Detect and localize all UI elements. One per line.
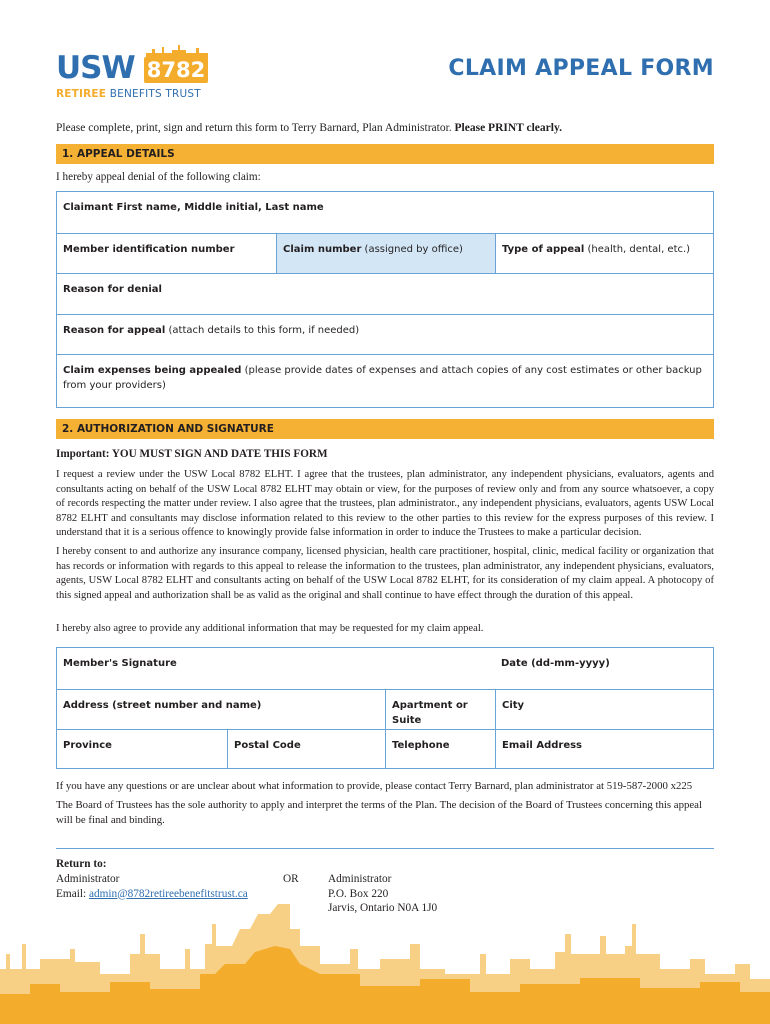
reason-for-denial-field[interactable]: Reason for denial [63, 284, 162, 295]
usw-logo [56, 44, 216, 104]
date-field[interactable]: Date (dd-mm-yyyy) [501, 658, 610, 669]
authorization-paragraph-3: I hereby also agree to provide any additional information that may be requested for my claim appeal. [56, 623, 484, 634]
member-id-field[interactable]: Member identification number [63, 244, 235, 255]
authorization-paragraph-2: I hereby consent to and authorize any insurance company, licensed physician, health care practitioner, hospital, clinic, medical facility or organization that has records or information with regards to this appeal to release the information to the trustees, plan administrator, any independent physicians, evaluators, agents, USW Local 8782 ELHT and consultants acting on behalf of the USW Local 8782 ELHT, for its consideration of my claim appeal. A photocopy of this signed appeal and authorization shall be as valid as the original and shall continue to have effect through the duration of this appeal. [56, 546, 714, 601]
members-signature-field[interactable]: Member's Signature [63, 658, 177, 669]
claim-number-field[interactable]: Claim number (assigned by office) [276, 234, 495, 273]
admin-email-link[interactable]: admin@8782retireebenefitstrust.ca [88, 887, 248, 900]
claim-expenses-field[interactable]: Claim expenses being appealed (please provide dates of expenses and attach copies of any cost estimates or other backup from your providers) [63, 365, 702, 391]
logo-usw-text: USW [56, 50, 135, 86]
row-reason-appeal [57, 314, 713, 354]
return-right-line3: Jarvis, Ontario N0A 1J0 [328, 902, 438, 914]
board-authority-text: The Board of Trustees has the sole authority to apply and interpret the terms of the Plan. The decision of the Board of Trustees concerning this appeal will be final and binding. [56, 799, 702, 826]
type-of-appeal-field[interactable]: Type of appeal (health, dental, etc.) [495, 234, 713, 273]
important-notice: Important: YOU MUST SIGN AND DATE THIS FORM [56, 448, 328, 460]
appeal-lead-text: I hereby appeal denial of the following claim: [56, 171, 261, 183]
section-authorization-header: 2. AUTHORIZATION AND SIGNATURE [56, 419, 714, 439]
email-address-field[interactable]: Email Address [495, 730, 713, 768]
postal-code-field[interactable]: Postal Code [227, 730, 385, 768]
logo-skyline-graphic [146, 44, 208, 58]
claimant-name-field[interactable]: Claimant First name, Middle initial, Last name [63, 202, 324, 213]
city-field[interactable]: City [495, 690, 713, 729]
or-separator: OR [283, 873, 299, 885]
province-field[interactable]: Province [63, 740, 112, 751]
industrial-skyline-graphic [0, 874, 770, 1024]
row-claimant-name [57, 192, 713, 233]
row-signature [57, 648, 713, 689]
telephone-field[interactable]: Telephone [385, 730, 495, 768]
intro-text: Please complete, print, sign and return this form to Terry Barnard, Plan Administrator. Please PRINT clearly. [56, 122, 562, 134]
reason-for-appeal-field[interactable]: Reason for appeal (attach details to this form, if needed) [63, 325, 360, 336]
divider [56, 848, 714, 849]
row-reason-denial [57, 273, 713, 314]
logo-subtitle: RETIREE BENEFITS TRUST [56, 88, 201, 100]
signature-table [56, 647, 714, 769]
questions-text: If you have any questions or are unclear about what information to provide, please contact Terry Barnard, plan administrator at 519-587-2000 x225 [56, 780, 693, 792]
section-appeal-details-header: 1. APPEAL DETAILS [56, 144, 714, 164]
apartment-field[interactable]: Apartment or Suite [385, 690, 495, 729]
row-claim-expenses [57, 354, 713, 407]
return-left-line1: Administrator [56, 873, 120, 885]
form-title: CLAIM APPEAL FORM [448, 56, 714, 81]
logo-number: 8782 [144, 57, 208, 83]
row-ids [57, 233, 713, 273]
return-to-heading: Return to: [56, 858, 107, 870]
return-right-line2: P.O. Box 220 [328, 887, 389, 900]
return-right-line1: Administrator [328, 873, 392, 885]
return-email-line: Email: admin@8782retireebenefitstrust.ca [56, 887, 248, 900]
authorization-paragraph-1: I request a review under the USW Local 8782 ELHT. I agree that the trustees, plan administrator, any independent physicians, evaluators, agents and consultants acting on behalf of the USW Local 8782 ELHT may obtain or view, for the purposes of review only and from any source whatsoever, a copy of records respecting the matter under review. I also agree that the trustees, plan administrator., any independent physicians, evaluators, agents USW Local 8782 ELHT and consultants may disclose information related to this review to the other parties to this review for the express purposes of this review. I understand that it is a serious offence to knowingly provide false information in order to induce the Trustees to make a particular decision. [56, 469, 714, 539]
row-contact [57, 729, 713, 768]
appeal-details-table [56, 191, 714, 408]
address-field[interactable]: Address (street number and name) [63, 700, 262, 711]
row-address [57, 689, 713, 729]
